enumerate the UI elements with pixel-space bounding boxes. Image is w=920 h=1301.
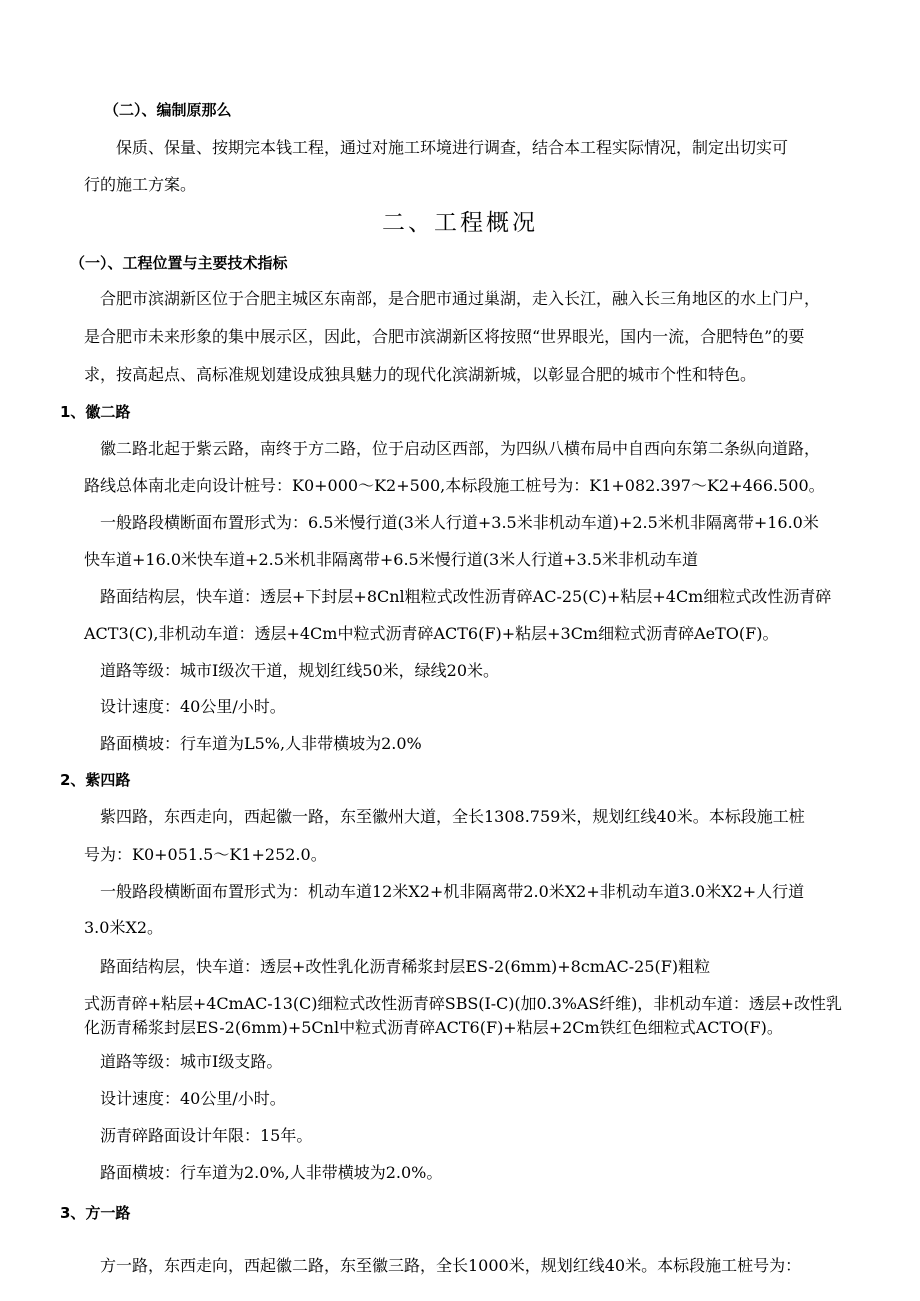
paragraph-line: 道路等级：城市I级次干道，规划红线50米，绿线20米。 <box>100 661 500 680</box>
paragraph-line: 路面结构层，快车道：透层+改性乳化沥青稀浆封层ES-2(6mm)+8cmAC-25(F)粗粒 <box>100 957 711 976</box>
paragraph-line: 路线总体南北走向设计桩号：K0+000～K2+500,本标段施工桩号为：K1+082.397～K2+466.500。 <box>84 476 825 495</box>
paragraph-line: 一般路段横断面布置形式为：6.5米慢行道(3米人行道+3.5米非机动车道)+2.5米机非隔离带+16.0米 <box>100 513 819 532</box>
paragraph-line: 设计速度：40公里/小时。 <box>100 1089 286 1108</box>
paragraph-line: 是合肥市未来形象的集中展示区，因此，合肥市滨湖新区将按照“世界眼光，国内一流，合肥特色”的要 <box>84 327 805 346</box>
paragraph-line: 求，按高起点、高标准规划建设成独具魅力的现代化滨湖新城，以彰显合肥的城市个性和特色。 <box>84 365 757 384</box>
paragraph-line: 一般路段横断面布置形式为：机动车道12米X2+机非隔离带2.0米X2+非机动车道3.0米X2+人行道 <box>100 882 805 901</box>
road-heading-fang-yi: 3、方一路 <box>60 1204 131 1222</box>
road-heading-hui-er: 1、徽二路 <box>60 403 131 421</box>
paragraph-line: 道路等级：城市I级支路。 <box>100 1052 283 1071</box>
paragraph-line: 设计速度：40公里/小时。 <box>100 697 286 716</box>
paragraph-line: 路面结构层，快车道：透层+下封层+8Cnl粗粒式改性沥青碎AC-25(C)+粘层+4Cm细粒式改性沥青碎 <box>100 587 832 606</box>
paragraph-line: 快车道+16.0米快车道+2.5米机非隔离带+6.5米慢行道(3米人行道+3.5米非机动车道 <box>84 550 699 569</box>
section-heading-compile-principle: （二）、编制原那么 <box>104 101 232 119</box>
paragraph-line: 路面横坡：行车道为L5%,人非带横坡为2.0% <box>100 734 422 753</box>
paragraph-line: 保质、保量、按期完本钱工程，通过对施工环境进行调查，结合本工程实际情况，制定出切实可 <box>116 138 789 157</box>
paragraph-line: 沥青碎路面设计年限：15年。 <box>100 1126 313 1145</box>
paragraph-line: 式沥青碎+粘层+4CmAC-13(C)细粒式改性沥青碎SBS(I-C)(加0.3%AS纤维)，非机动车道：透层+改性乳 <box>84 994 842 1013</box>
paragraph-line: ACT3(C),非机动车道：透层+4Cm中粒式沥青碎ACT6(F)+粘层+3Cm细粒式沥青碎AeTO(F)。 <box>84 624 779 643</box>
paragraph-line: 徽二路北起于紫云路，南终于方二路，位于启动区西部，为四纵八横布局中自西向东第二条纵向道路， <box>100 439 821 458</box>
paragraph-line: 3.0米X2。 <box>84 918 164 937</box>
paragraph-line: 化沥青稀浆封层ES-2(6mm)+5Cnl中粒式沥青碎ACT6(F)+粘层+2Cm铁红色细粒式ACTO(F)。 <box>84 1018 783 1037</box>
paragraph-line: 方一路，东西走向，西起徽二路，东至徽三路，全长1000米，规划红线40米。本标段施工桩号为： <box>100 1256 802 1275</box>
paragraph-line: 合肥市滨湖新区位于合肥主城区东南部，是合肥市通过巢湖，走入长江，融入长三角地区的水上门户， <box>100 289 821 308</box>
paragraph-line: 号为：K0+051.5～K1+252.0。 <box>84 845 327 864</box>
paragraph-line: 行的施工方案。 <box>84 175 197 194</box>
road-heading-zi-si: 2、紫四路 <box>60 771 131 789</box>
section-subheading-location: （一）、工程位置与主要技术指标 <box>70 254 288 272</box>
page-title: 二、工程概况 <box>382 210 538 236</box>
paragraph-line: 紫四路，东西走向，西起徽一路，东至徽州大道，全长1308.759米，规划红线40米。本标段施工桩 <box>100 807 805 826</box>
paragraph-line: 路面横坡：行车道为2.0%,人非带横坡为2.0%。 <box>100 1163 443 1182</box>
